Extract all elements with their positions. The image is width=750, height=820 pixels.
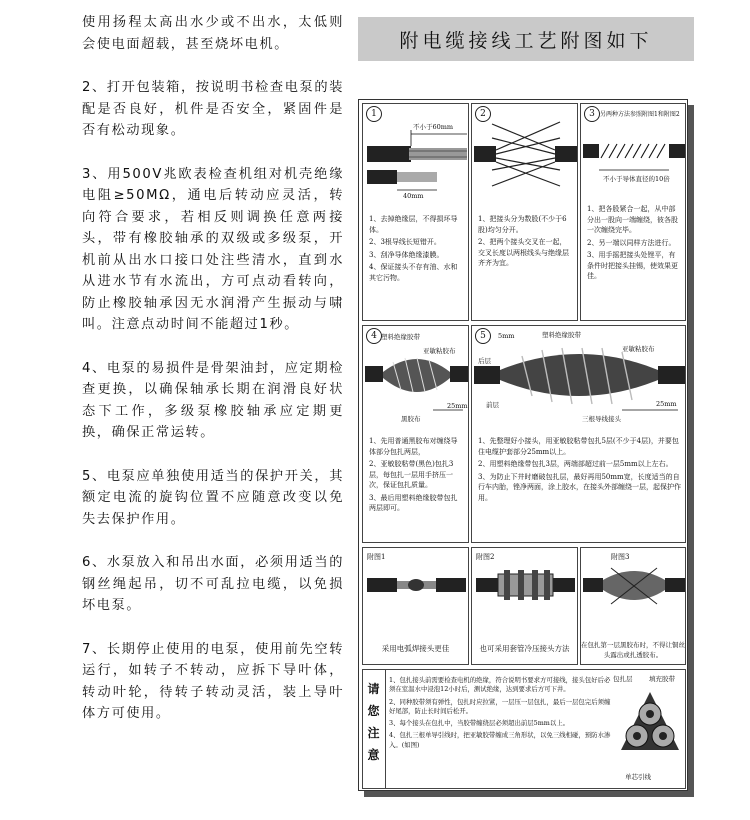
instructions-column [82,12,344,725]
diagram-column [358,17,694,797]
welded-joint-illustration [363,548,469,628]
step-list [369,214,464,285]
step-list [587,204,681,284]
first-layer-illustration [581,548,686,628]
step-text: 4、保证接头不存有油、水和其它污物。 [369,263,458,282]
para-intro: 使用扬程太高出水少或不出水，太低则会使电面超载，甚至烧坏电机。 [82,15,344,52]
step-text: 1、先整理好小接头，用亚敏胶粘带包扎5层(不少于4层)，并要包住电缆护套部分25mm以上。 [478,437,679,456]
step-list [369,436,464,516]
figure-caption: 在包扎第一层黑胶布时，不得让铜丝头露出或扎透胶布。 [581,641,685,659]
step-number: 4 [366,328,382,344]
figure-panel-1 [362,547,469,665]
dim-label: 5mm [498,332,515,340]
tape-label: 亚敏粘胶布 [423,347,456,355]
tape-label: 塑料绝缘胶带 [542,331,581,339]
step-text: 3、刮净导体绝缘漆膜。 [369,250,444,259]
step-text: 2、另一端以同样方法进行。 [587,238,676,247]
figure-title: 附图3 [611,553,630,561]
step-panel-4 [362,325,469,543]
step-number: 5 [475,328,491,344]
notice-title: 请您注意 [367,682,380,762]
para-item-3: 3、用500V兆欧表检查机组对机壳绝缘电阻≥50MΩ，通电后转动应灵活，转向符合要求，若相反则调换任意两接头，带有橡胶轴承的双级或多级泵，开机前从出水口接口处注些清水，直到水从进水节有水流出，方可点动看转向，防止橡胶轴承因无水润滑产生振动与啸叫。注意点动时间不能超过1秒。 [82,166,344,332]
figure-caption: 采用电弧焊接头更佳 [381,644,450,653]
step-text: 2、把两个接头交叉在一起，交叉长度以两根线头与绝缘层齐齐为宜。 [478,238,569,267]
step-text: 2、3根导线长短错开。 [369,238,441,246]
step-panel-1 [362,103,469,321]
para-item-7: 7、长期停止使用的电泵，使用前先空转运行，如转子不转动，应拆下导叶体，转动叶轮，待转子转动灵活，装上导叶体方可使用。 [82,641,344,721]
figure-panel-3 [580,547,686,665]
twisted-joint-illustration [581,104,686,204]
para-item-6: 6、水泵放入和吊出水面，必须用适当的钢丝绳起吊，切不可乱拉电缆，以免损坏电泵。 [82,555,344,613]
step-text: 3、用手摇把接头处锉平，有条件时把接头挂锡，使效果更佳。 [587,251,678,280]
diagram-board [358,99,688,791]
step-text: 1、先用普通黑胶布对缠绕导体部分包扎两层， [369,437,458,456]
step-number: 3 [584,106,600,122]
notice-text: 1、包扎接头前需要检查电机的绝缘，符合说明书要求方可接线，接头包好后必须在室温水中浸泡12小时后，测试绝缘，达到要求后方可下井。 [389,676,611,694]
figure-caption: 也可采用套管冷压接头方法 [479,644,570,653]
para-item-2: 2、打开包装箱，按说明书检查电泵的装配是否良好，机件是否安全，紧固件是否有松动现象。 [82,80,344,138]
length-label: 不小于60mm [413,123,454,131]
step-panel-2 [471,103,578,321]
step-text: 1、把各股紧合一起，从中部分出一股向一端缠绕，彼各股一次缠绕完毕。 [587,205,678,234]
step-text: 3、最后用塑料绝缘胶带包扎两层即可。 [369,493,458,512]
para-item-5: 5、电泵应单独使用适当的保护开关，其额定电流的旋钩位置不应随意改变以免失去保护作用。 [82,468,344,527]
crossed-strands-illustration [472,104,578,204]
step-number: 2 [475,106,491,122]
section-label: 包扎层 [613,675,633,683]
tape-label: 塑料绝缘胶带 [381,333,420,341]
strip-label: 40mm [403,192,424,200]
step-number: 1 [366,106,382,122]
figure-title: 附图2 [476,553,495,561]
crimp-sleeve-illustration [472,548,578,628]
step-list [478,436,681,505]
layer-label: 后层 [478,357,491,365]
tape-label: 25mm [447,402,468,410]
step-panel-3 [580,103,686,321]
layered-tape-illustration [472,326,686,426]
stripped-wire-illustration [363,104,469,204]
joint-label: 三根导线接头 [582,415,621,423]
step-text: 2、亚敏胶粘带(黑色)包扎3层，每包扎一层用手挤压一次，保证包扎质量。 [369,460,454,489]
step-text: 2、用塑料绝缘带包扎3层，两端部超过前一层5mm以上左右。 [478,460,673,468]
step-text: 3、为防止下井时磨破包扎层，最好再用50mm宽，长度适当的自行车内胎，锉净两面，涂上胶水，在接头外部缠绕一层，起保护作用。 [478,472,681,502]
section-label: 填充胶带 [649,675,675,683]
tape-wrapping-illustration [363,326,469,426]
notice-panel [362,669,686,789]
diagram-banner: 附电缆接线工艺附图如下 [358,17,694,61]
para-item-4: 4、电泵的易损件是骨架油封，应定期检查更换，以确保轴承长期在润滑良好状态下工作，多级泵橡胶轴承应定期更换，确保正常运转。 [82,360,344,440]
notice-list [389,676,611,750]
step-text: 1、把接头分为数股(不少于6股)均匀分开。 [478,215,567,234]
notice-text: 2、同种胶带须有弹性，包扎时应拉紧，一层压一层包扎，最后一层包完后须缠好尾部，防止长时间后松开。 [389,697,611,715]
section-label: 单芯引线 [625,773,651,781]
length-note: 不小于导体直径的10倍 [603,175,670,183]
figure-panel-2 [471,547,578,665]
notice-text: 4、包扎三根单导引线时，把亚敏胶带缠成三角形状，以免三线相碰，预防水渗入。(如图) [389,731,611,749]
step-list [478,214,573,271]
notice-text: 3、每个接头在包扎中，当胶带缠绕层必须超出前层5mm以上。 [389,719,570,728]
layer-label: 前层 [486,401,499,409]
step-text: 1、去掉绝缘层，不得损坏导体。 [369,215,458,234]
cable-cross-section-illustration [617,684,683,774]
panel-title: 另两种方法参照附图1和附图2 [600,111,680,118]
dim-label: 25mm [656,400,677,408]
step-panel-5 [471,325,686,543]
tape-label: 亚敏粘胶布 [622,345,655,353]
tape-label: 黑胶布 [401,415,421,423]
notice-side [363,670,386,788]
figure-title: 附图1 [367,553,386,561]
